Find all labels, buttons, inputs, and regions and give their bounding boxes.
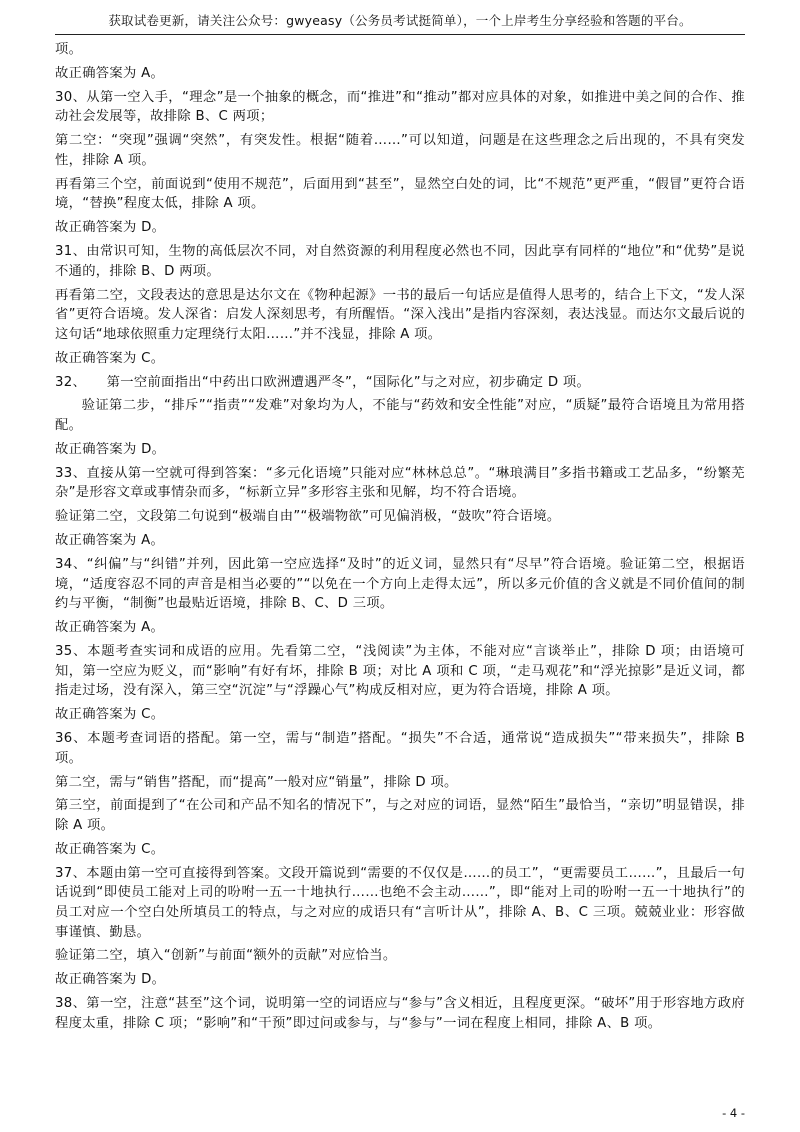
header-text: 获取试卷更新，请关注公众号：gwyeasy（公务员考试挺简单），一个上岸考生分享经验和答题的平台。 — [108, 13, 692, 28]
paragraph: 故正确答案为 A。 — [55, 533, 165, 549]
paragraph: 第二空：“突现”强调“突然”，有突发性。根据“随着……”可以知道，问题是在这些理念之后出现的，不具有突发性，排除 A 项。 — [55, 133, 745, 168]
paragraph: 32、 第一空前面指出“中药出口欧洲遭遇严冬”，“国际化”与之对应，初步确定 D 项。 — [55, 374, 591, 390]
paragraph: 故正确答案为 A。 — [55, 620, 165, 636]
paragraph: 故正确答案为 D。 — [55, 220, 166, 236]
paragraph: 再看第二空，文段表达的意思是达尔文在《物种起源》一书的最后一句话应是值得人思考的，结合上下文，“发人深省”更符合语境。发人深省：启发人深刻思考，有所醒悟。“深入浅出”是指内容深刻，表达浅显。而达尔文最后说的这句话“地球依照重力定理绕行太阳……”并不浅显，排除 A 项。 — [55, 287, 745, 342]
paragraph: 验证第二空，填入“创新”与前面“额外的贡献”对应恰当。 — [55, 948, 397, 964]
paragraph: 故正确答案为 A。 — [55, 65, 165, 81]
paragraph: 36、本题考查词语的搭配。第一空，需与“制造”搭配。“损失”不合适，通常说“造成损失”“带来损失”，排除 B 项。 — [55, 731, 745, 766]
page-number: - 4 - — [722, 1106, 745, 1120]
paragraph: 31、由常识可知，生物的高低层次不同，对自然资源的利用程度必然也不同，因此享有同样的“地位”和“优势”是说不通的，排除 B、D 两项。 — [55, 244, 745, 279]
paragraph: 30、从第一空入手，“理念”是一个抽象的概念，而“推进”和“推动”都对应具体的对象，如推进中美之间的合作、推动社会发展等，故排除 B、C 两项； — [55, 89, 745, 125]
paragraph: 故正确答案为 D。 — [55, 972, 166, 988]
paragraph: 故正确答案为 C。 — [55, 350, 165, 366]
paragraph: 项。 — [55, 42, 83, 57]
paragraph: 再看第三个空，前面说到“使用不规范”，后面用到“甚至”，显然空白处的词，比“不规范”更严重，“假冒”更符合语境，“替换”程度太低，排除 A 项。 — [55, 176, 745, 212]
page-header — [55, 10, 745, 35]
answer-explanations — [55, 40, 745, 1038]
paragraph: 第二空，需与“销售”搭配，而“提高”一般对应“销量”，排除 D 项。 — [55, 774, 458, 790]
paragraph: 验证第二步，“排斥”“指责”“发难”对象均为人，不能与“药效和安全性能”对应，“质疑”最符合语境且为常用搭配。 — [55, 398, 745, 434]
paragraph: 故正确答案为 C。 — [55, 841, 165, 857]
paragraph: 第三空，前面提到了“在公司和产品不知名的情况下”，与之对应的词语，显然“陌生”最恰当，“亲切”明显错误，排除 A 项。 — [55, 798, 745, 834]
paragraph: 故正确答案为 C。 — [55, 707, 165, 723]
paragraph: 34、“纠偏”与“纠错”并列，因此第一空应选择“及时”的近义词，显然只有“尽早”符合语境。验证第二空，根据语境，“适度容忍不同的声音是相当必要的”“以免在一个方向上走得太远”，所以多元价值的含义就是不同价值间的制约与平衡，“制衡”也最贴近语境，排除 B、C、D 三项。 — [55, 557, 745, 612]
paragraph: 38、第一空，注意“甚至”这个词，说明第一空的词语应与“参与”含义相近，且程度更深。“破坏”用于形容地方政府程度太重，排除 C 项；“影响”和“干预”即过问或参与，与“参与”一词在程度上相同，排除 A、B 项。 — [55, 996, 745, 1031]
paragraph: 故正确答案为 D。 — [55, 441, 166, 457]
paragraph: 验证第二空，文段第二句说到“极端自由”“极端物欲”可见偏消极，“鼓吹”符合语境。 — [55, 509, 561, 525]
paragraph: 33、直接从第一空就可得到答案：“多元化语境”只能对应“林林总总”。“琳琅满目”多指书籍或工艺品多，“纷繁芜杂”是形容文章或事情杂而多，“标新立异”多形容主张和见解，均不符合语境。 — [55, 465, 745, 501]
paragraph: 35、本题考查实词和成语的应用。先看第二空，“浅阅读”为主体，不能对应“言谈举止”，排除 D 项；由语境可知，第一空应为贬义，而“影响”有好有坏，排除 B 项；对比 A 项和 C 项，“走马观花”和“浮光掠影”是近义词，都指走过场，没有深入，第三空“沉淀”与“浮躁心气”构成反相对应，更为符合语境，排除 A 项。 — [55, 644, 745, 699]
paragraph: 37、本题由第一空可直接得到答案。文段开篇说到“需要的不仅仅是……的员工”，“更需要员工……”，且最后一句话说到“即使员工能对上司的吩咐一五一十地执行……也绝不会主动……”，即“能对上司的吩咐一五一十地执行”的员工对应一个空白处所填员工的特点，与之对应的成语只有“言听计从”，排除 A、B、C 三项。兢兢业业：形容做事谨慎、勤恳。 — [55, 865, 745, 940]
